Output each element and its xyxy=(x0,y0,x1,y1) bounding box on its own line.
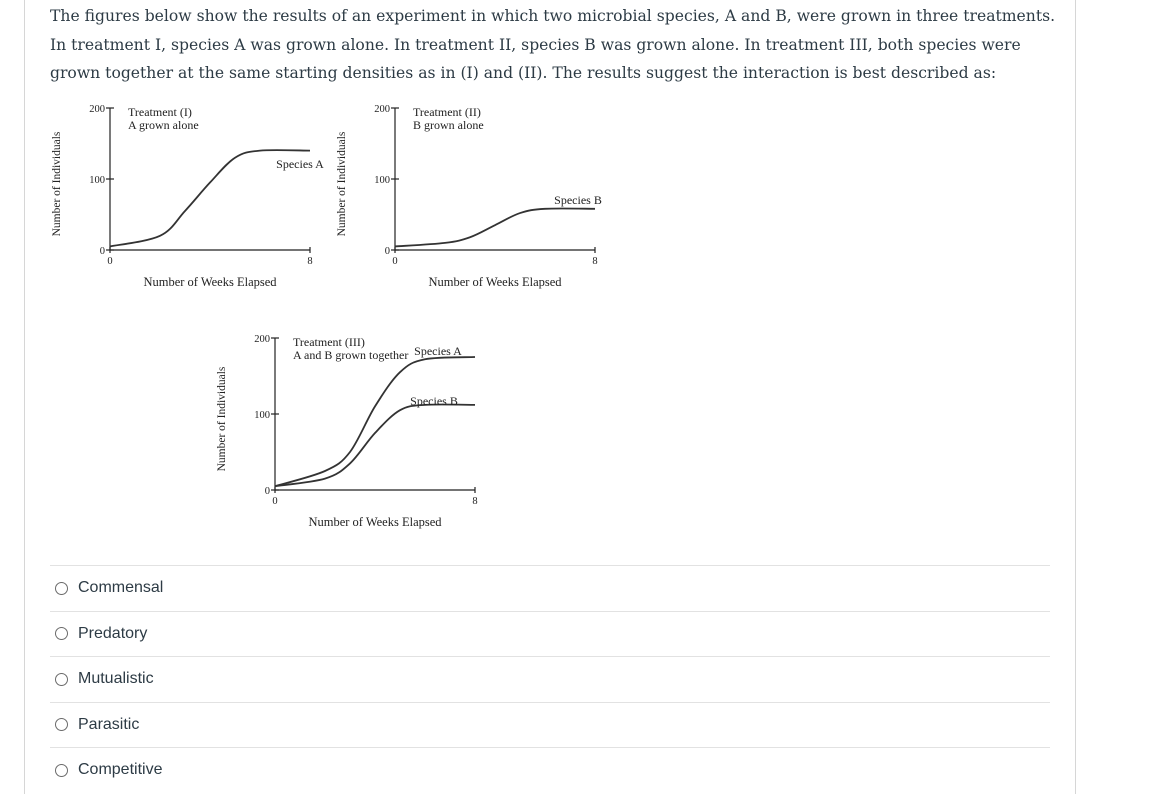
chart-title: Treatment (III) xyxy=(293,335,365,349)
option-label: Predatory xyxy=(78,624,148,642)
x-tick-label: 0 xyxy=(392,256,398,267)
y-tick-label: 200 xyxy=(89,104,105,115)
radio-button[interactable] xyxy=(55,582,68,595)
option-label: Competitive xyxy=(78,761,163,779)
x-tick-label: 0 xyxy=(272,496,278,507)
option-predatory[interactable] xyxy=(50,611,1050,657)
option-label: Commensal xyxy=(78,579,164,597)
chart-treatment-1 xyxy=(45,98,324,298)
series-line xyxy=(275,404,475,486)
question-text: The figures below show the results of an experiment in which two microbial species, A and B, were grown in three treatments. In treatment I, species A was grown alone. In treatment II, species B was grown alone. In treatment III, both species were grown together at the same starting densities as in (I) and (II). The results suggest the interaction is best described as: xyxy=(50,7,1056,82)
x-tick-label: 8 xyxy=(307,256,313,267)
y-axis-label: Number of Individuals xyxy=(216,366,228,472)
series-line xyxy=(395,209,595,247)
question-card xyxy=(24,0,1076,794)
option-label: Parasitic xyxy=(78,715,140,733)
chart-subtitle: A and B grown together xyxy=(293,348,409,362)
chart-subtitle: A grown alone xyxy=(128,118,199,132)
y-tick-label: 0 xyxy=(384,246,390,257)
y-tick-label: 200 xyxy=(254,334,270,345)
y-tick-label: 100 xyxy=(89,175,105,186)
series-label: Species B xyxy=(410,394,458,408)
chart-treatment-2 xyxy=(330,98,600,298)
radio-button[interactable] xyxy=(55,764,68,777)
y-tick-label: 0 xyxy=(99,246,105,257)
chart-subtitle: B grown alone xyxy=(413,118,484,132)
answer-options xyxy=(50,565,1050,793)
option-competitive[interactable] xyxy=(50,747,1050,793)
radio-button[interactable] xyxy=(55,718,68,731)
series-label: Species B xyxy=(554,193,602,207)
option-parasitic[interactable] xyxy=(50,702,1050,748)
x-axis-label: Number of Weeks Elapsed xyxy=(428,275,562,289)
radio-button[interactable] xyxy=(55,627,68,640)
option-mutualistic[interactable] xyxy=(50,656,1050,702)
x-tick-label: 8 xyxy=(592,256,598,267)
x-axis-label: Number of Weeks Elapsed xyxy=(308,515,442,529)
y-axis-label: Number of Individuals xyxy=(336,131,348,237)
option-label: Mutualistic xyxy=(78,670,154,688)
series-line xyxy=(275,357,475,486)
x-axis-label: Number of Weeks Elapsed xyxy=(143,275,277,289)
y-tick-label: 100 xyxy=(374,175,390,186)
chart-title: Treatment (I) xyxy=(128,105,192,119)
series-label: Species A xyxy=(276,157,324,171)
option-commensal[interactable] xyxy=(50,565,1050,611)
chart-title: Treatment (II) xyxy=(413,105,481,119)
y-tick-label: 100 xyxy=(254,410,270,421)
y-tick-label: 0 xyxy=(264,486,270,497)
y-tick-label: 200 xyxy=(374,104,390,115)
y-axis-label: Number of Individuals xyxy=(51,131,63,237)
chart-treatment-3 xyxy=(210,328,478,529)
x-tick-label: 8 xyxy=(472,496,478,507)
series-label: Species A xyxy=(414,344,462,358)
x-tick-label: 0 xyxy=(107,256,113,267)
radio-button[interactable] xyxy=(55,673,68,686)
